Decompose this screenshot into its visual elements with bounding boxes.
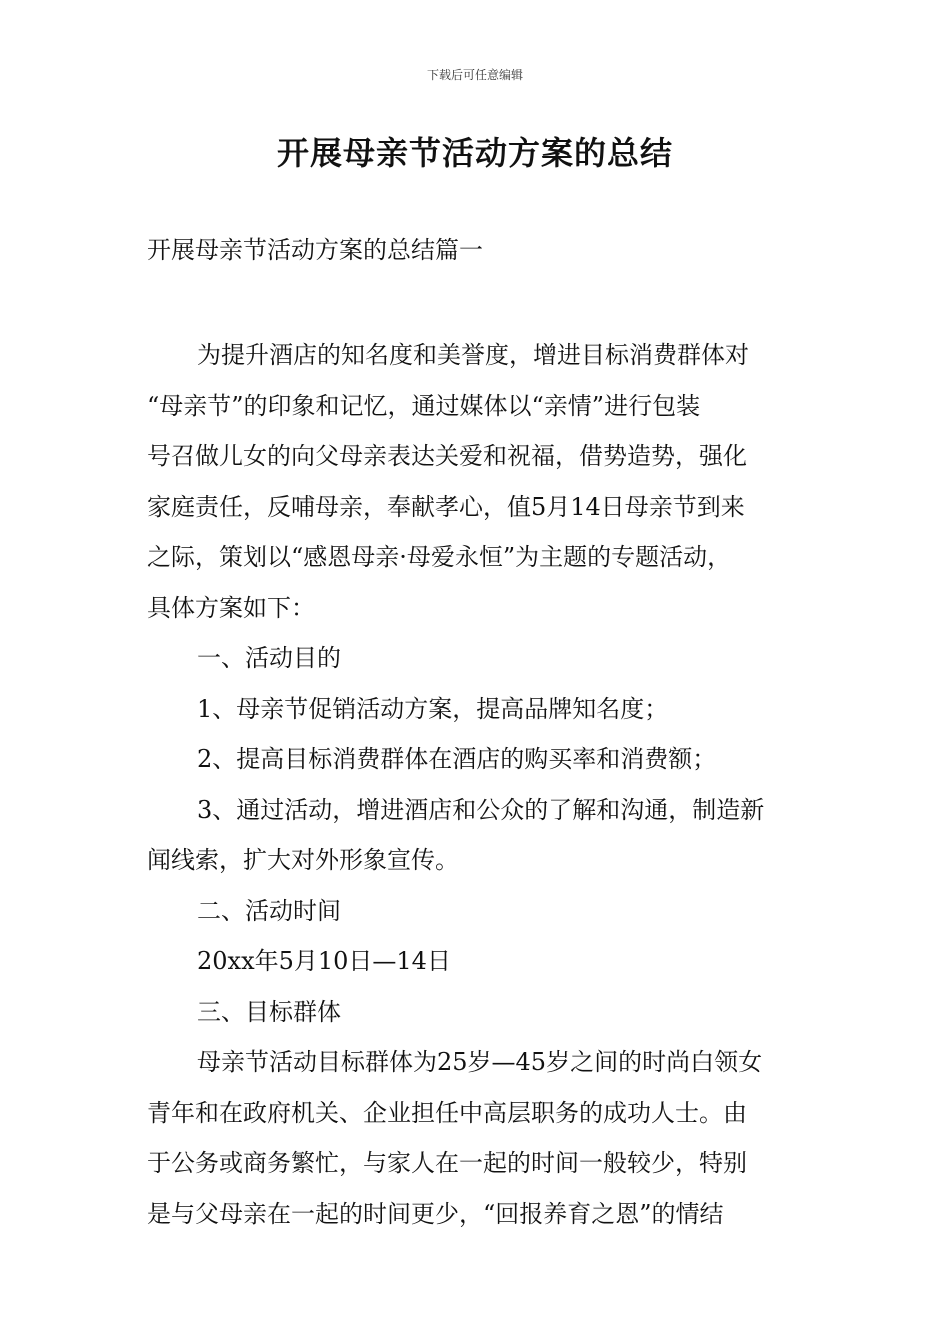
list-item: 3、通过活动，增进酒店和公众的了解和沟通，制造新 xyxy=(197,795,765,824)
paragraph-line: “母亲节”的印象和记忆，通过媒体以“亲情”进行包装 xyxy=(147,391,701,420)
body-text xyxy=(147,330,812,1239)
list-item: 2、提高目标消费群体在酒店的购买率和消费额； xyxy=(197,745,717,773)
paragraph-line: 为提升酒店的知名度和美誉度，增进目标消费群体对 xyxy=(197,341,749,369)
paragraph-line: 具体方案如下： xyxy=(147,593,315,622)
section-title: 开展母亲节活动方案的总结篇一 xyxy=(147,236,483,264)
list-item: 1、母亲节促销活动方案，提高品牌知名度； xyxy=(197,694,669,723)
heading-line: 三、目标群体 xyxy=(197,997,341,1026)
paragraph-line: 号召做儿女的向父母亲表达关爱和祝福，借势造势，强化 xyxy=(147,442,747,470)
paragraph-line: 家庭责任，反哺母亲，奉献孝心，值5月14日母亲节到来 xyxy=(147,492,745,521)
paragraph-line: 是与父母亲在一起的时间更少，“回报养育之恩”的情结 xyxy=(147,1199,724,1228)
header-note: 下载后可任意编辑 xyxy=(426,68,523,82)
paragraph-line: 闻线索，扩大对外形象宣传。 xyxy=(147,846,459,874)
paragraph-line: 于公务或商务繁忙，与家人在一起的时间一般较少，特别 xyxy=(147,1149,747,1177)
date-line: 20xx年5月10日—14日 xyxy=(197,947,451,975)
heading-line: 二、活动时间 xyxy=(197,896,341,925)
paragraph-line: 母亲节活动目标群体为25岁—45岁之间的时尚白领女 xyxy=(197,1048,763,1076)
heading-line: 一、活动目的 xyxy=(197,644,341,672)
paragraph-line: 青年和在政府机关、企业担任中高层职务的成功人士。由 xyxy=(147,1098,747,1127)
document-title: 开展母亲节活动方案的总结 xyxy=(276,134,673,172)
paragraph-line: 之际，策划以“感恩母亲·母爱永恒”为主题的专题活动， xyxy=(147,543,732,571)
